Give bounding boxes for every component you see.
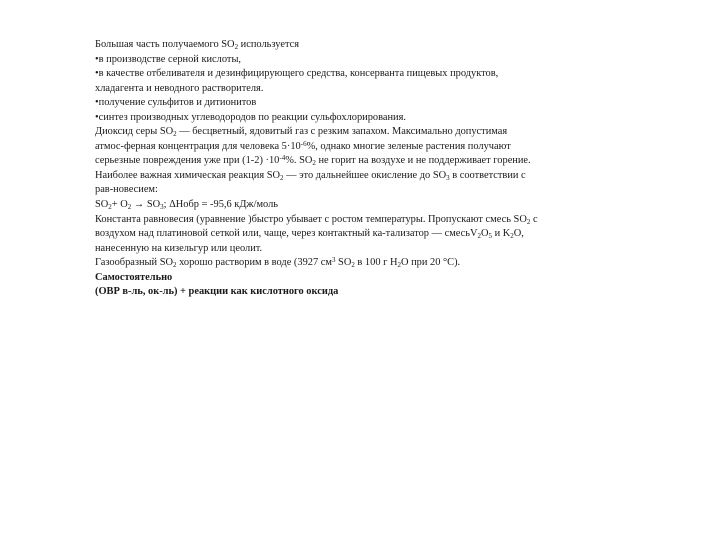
text-run: в соответствии с xyxy=(449,169,526,181)
text-run: — это дальнейшее окисление до SO xyxy=(283,169,447,181)
text-run: Диоксид серы SO xyxy=(95,126,174,138)
text-run: воздухом над платиновой сеткой или, чаще, через контактный ка-тализатор — смесьV xyxy=(95,228,478,240)
superscript: 3 xyxy=(331,256,336,265)
text-run: SO xyxy=(335,257,352,269)
text-run: ; ΔHобр = -95,6 кДж/моль xyxy=(163,199,279,211)
text-line xyxy=(95,227,615,242)
subscript: 2 xyxy=(351,261,355,270)
text-run: O, xyxy=(513,228,524,240)
text-run: с xyxy=(530,213,538,225)
text-run: → SO xyxy=(131,199,161,211)
subscript: 2 xyxy=(526,217,531,226)
subscript: 2 xyxy=(127,203,132,212)
text-line xyxy=(95,82,615,97)
superscript: -4 xyxy=(279,154,286,163)
text-line xyxy=(95,198,615,213)
subscript: 3 xyxy=(160,203,164,212)
text-run: в 100 г H xyxy=(354,257,398,269)
text-line xyxy=(95,285,615,300)
text-line xyxy=(95,125,615,140)
text-line xyxy=(95,154,615,169)
subscript: 2 xyxy=(477,232,482,241)
subscript: 3 xyxy=(446,173,450,182)
text-line xyxy=(95,111,615,126)
subscript: 2 xyxy=(234,43,239,51)
text-line xyxy=(95,183,615,198)
text-line xyxy=(95,242,615,257)
subscript: 5 xyxy=(488,232,493,241)
text-run: O при 20 °C). xyxy=(400,257,461,269)
subscript: 2 xyxy=(510,232,514,241)
document-body xyxy=(95,38,615,300)
text-run: (ОВР в-ль, ок-ль) + реакции как кислотного оксида xyxy=(95,286,339,298)
text-run: •синтез производных углеводородов по реакции сульфохлорирования. xyxy=(95,111,406,123)
text-run: хладагента и неводного растворителя. xyxy=(95,82,264,94)
text-run: хорошо растворим в воде (3927 см xyxy=(176,257,332,269)
text-run: SO xyxy=(95,199,109,211)
text-run: Самостоятельно xyxy=(95,271,173,283)
text-run: и K xyxy=(492,228,511,240)
text-run: нанесенную на кизельгур или цеолит. xyxy=(95,242,263,254)
text-run: рав-новесием: xyxy=(95,184,158,196)
text-run: %. SO xyxy=(285,155,313,167)
text-run: %, однако многие зеленые растения получают xyxy=(306,140,511,152)
text-run: Наиболее важная химическая реакция SO xyxy=(95,169,280,181)
text-run: •в качестве отбеливателя и дезинфицирующего средства, консерванта пищевых продуктов, xyxy=(95,68,499,80)
text-run: Константа равновесия (уравнение )быстро убывает с ростом температуры. Пропускают смесь SO xyxy=(95,213,527,225)
text-line xyxy=(95,256,615,271)
text-run: + O xyxy=(111,199,128,211)
text-run: атмос-ферная концентрация для человека 5·10 xyxy=(95,140,301,152)
subscript: 2 xyxy=(280,173,284,182)
text-run: не горит на воздухе и не поддерживает горение. xyxy=(315,155,531,167)
subscript: 2 xyxy=(312,159,316,168)
text-run: Газообразный SO xyxy=(95,257,173,269)
text-line xyxy=(95,53,615,68)
subscript: 2 xyxy=(173,130,177,139)
text-run: — бесцветный, ядовитый газ с резким запахом. Максимально допустимая xyxy=(176,126,508,138)
subscript: 2 xyxy=(108,203,112,212)
text-run: O xyxy=(481,228,489,240)
text-run: •в производстве серной кислоты, xyxy=(95,53,242,65)
superscript: -6 xyxy=(300,139,307,148)
text-run: •получение сульфитов и дитионитов xyxy=(95,97,257,109)
text-line xyxy=(95,271,615,286)
subscript: 2 xyxy=(397,261,401,270)
text-line xyxy=(95,213,615,228)
text-line xyxy=(95,96,615,111)
text-run: серьезные повреждения уже при (1-2) ·10 xyxy=(95,155,280,167)
subscript: 2 xyxy=(172,261,177,270)
text-run: используется xyxy=(238,39,300,50)
text-line xyxy=(95,169,615,184)
text-line xyxy=(95,38,615,53)
text-run: Большая часть получаемого SO xyxy=(95,39,235,50)
text-line xyxy=(95,140,615,155)
text-line xyxy=(95,67,615,82)
